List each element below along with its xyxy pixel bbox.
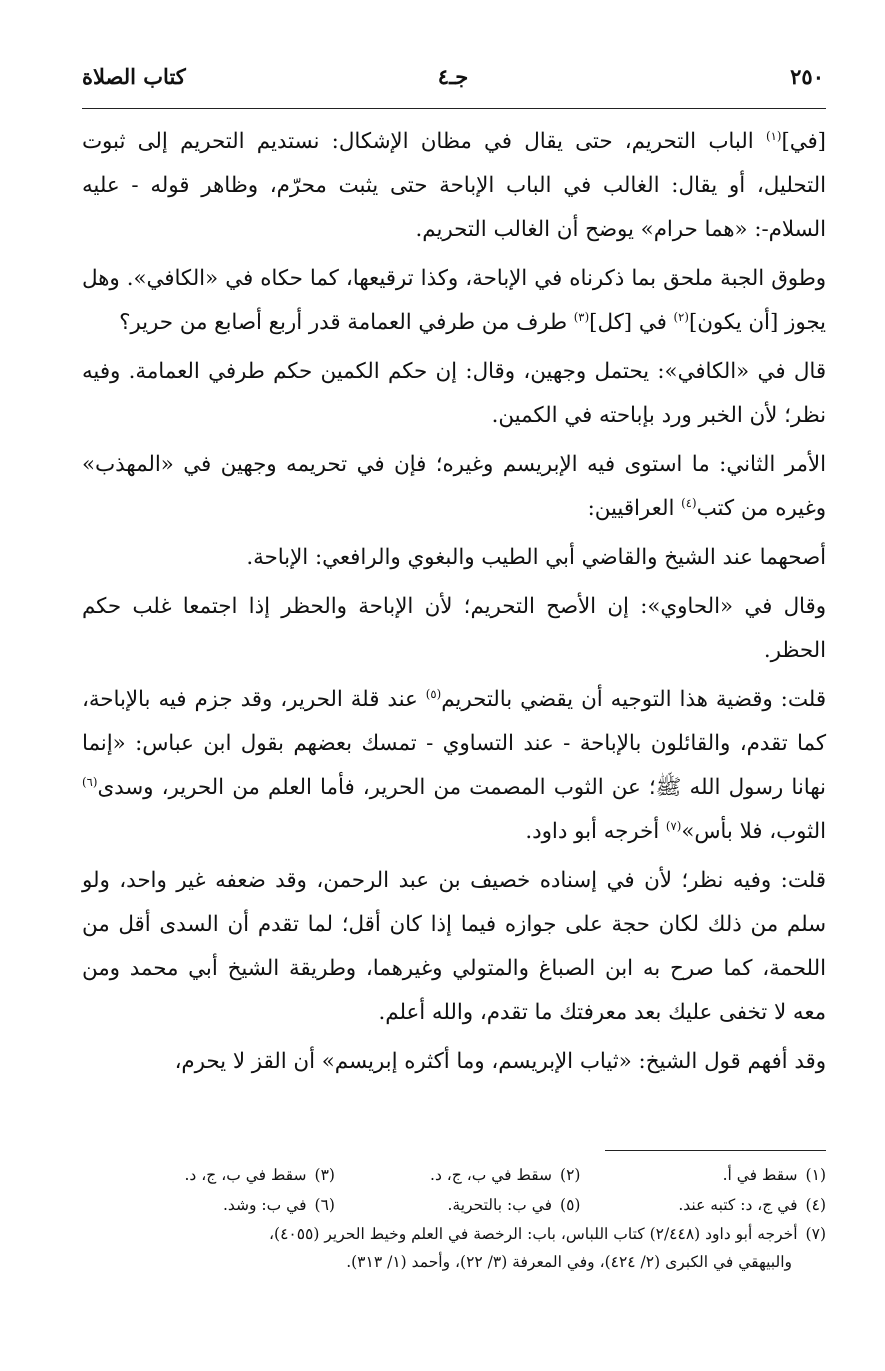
- book-title: كتاب الصلاة: [82, 64, 186, 89]
- footnote-text: في ج، د: كتبه عند.: [678, 1196, 798, 1214]
- footnote: [335, 1190, 581, 1220]
- footnote-number: (٧): [805, 1225, 826, 1243]
- footnote-number: (٥): [560, 1196, 581, 1214]
- body-paragraph: [82, 536, 826, 580]
- footnote: [89, 1190, 335, 1220]
- footnote: [580, 1160, 826, 1190]
- paragraph-text: أخرجه أبو داود.: [525, 819, 666, 844]
- footnote-text: في ب: بالتحرية.: [447, 1196, 553, 1214]
- footnote: [580, 1190, 826, 1220]
- paragraph-text: الباب التحريم، حتى يقال في مظان الإشكال: نستديم التحريم إلى ثبوت التحليل، أو يقال: الغالب في الباب الإباحة حتى يثبت محرّم، وظاهر قوله - عليه السلام-: «هما حرام» يوضح أن الغالب التحريم.: [82, 129, 826, 242]
- body-paragraph: [82, 585, 826, 673]
- footnote-text: في ب: وشد.: [222, 1196, 307, 1214]
- footnote: [335, 1160, 581, 1190]
- paragraph-text: في [كل]: [589, 310, 674, 335]
- footnote-marker: (٧): [665, 818, 682, 833]
- footnote: [82, 1220, 826, 1276]
- footnote-row: [82, 1160, 826, 1190]
- paragraph-text: وقال في «الحاوي»: إن الأصح التحريم؛ لأن الإباحة والحظر إذا اجتمعا غلب حكم الحظر.: [82, 594, 826, 663]
- paragraph-text: [في]: [781, 129, 826, 154]
- footnote-row: [82, 1190, 826, 1220]
- footnote: [89, 1160, 335, 1190]
- footnote-marker: (١): [765, 128, 782, 143]
- footnote-number: (١): [805, 1166, 826, 1184]
- paragraph-text: أصحهما عند الشيخ والقاضي أبي الطيب والبغوي والرافعي: الإباحة.: [246, 545, 826, 570]
- footnote-text-continued: والبيهقي في الكبرى (٢/ ٤٢٤)، وفي المعرفة (٣/ ٢٢)، وأحمد (١/ ٣١٣).: [346, 1253, 792, 1271]
- footnote-divider: [605, 1150, 826, 1151]
- footnote-text: سقط في أ.: [722, 1166, 798, 1184]
- footnote-number: (٢): [560, 1166, 581, 1184]
- paragraph-text: وقد أفهم قول الشيخ: «ثياب الإبريسم، وما أكثره إبريسم» أن القز لا يحرم،: [174, 1049, 826, 1074]
- footnote-marker: (٦): [82, 774, 98, 789]
- body-paragraph: [82, 1040, 826, 1084]
- footnote-text: سقط في ب، ج، د.: [184, 1166, 307, 1184]
- footnote-marker: (٥): [425, 686, 442, 701]
- footnote-number: (٦): [314, 1196, 335, 1214]
- volume-number: جـ٤: [437, 64, 469, 89]
- footnote-marker: (٤): [681, 495, 697, 510]
- running-header: [82, 60, 824, 100]
- header-divider: [82, 108, 826, 109]
- paragraph-text: العراقيين:: [587, 496, 682, 521]
- paragraph-text: عند قلة الحرير، وقد جزم فيه بالإباحة، كما تقدم، والقائلون بالإباحة - عند التساوي - تمسك بعضهم بقول ابن عباس: «إنما نهانا رسول الله ﷺ؛ عن الثوب المصمت من الحرير، فأما العلم من الحرير، وسدى: [82, 687, 826, 800]
- paragraph-text: الأمر الثاني: ما استوى فيه الإبريسم وغيره؛ فإن في تحريمه وجهين في «المهذب» وغيره من كتب: [82, 452, 826, 521]
- main-text: [82, 120, 826, 1089]
- paragraph-text: قلت: وقضية هذا التوجيه أن يقضي بالتحريم: [441, 687, 827, 712]
- body-paragraph: [82, 859, 826, 1035]
- paragraph-text: قلت: وفيه نظر؛ لأن في إسناده خصيف بن عبد الرحمن، وقد ضعفه غير واحد، ولو سلم من ذلك لكان حجة على جوازه فيما إذا كان أقل؛ لما تقدم أن السدى أقل من اللحمة، كما صرح به ابن الصباغ والمتولي وغيرهما، وطريقة الشيخ أبي محمد ومن معه لا تخفى عليك بعد معرفتك ما تقدم، والله أعلم.: [82, 868, 826, 1025]
- paragraph-text: قال في «الكافي»: يحتمل وجهين، وقال: إن حكم الكمين حكم طرفي العمامة. وفيه نظر؛ لأن الخبر ورد بإباحته في الكمين.: [82, 359, 826, 428]
- footnotes: [82, 1160, 826, 1276]
- body-paragraph: [82, 120, 826, 252]
- body-paragraph: [82, 350, 826, 438]
- paragraph-text: الثوب، فلا بأس»: [681, 819, 826, 844]
- footnote-number: (٤): [805, 1196, 826, 1214]
- footnote-text: سقط في ب، ج، د.: [430, 1166, 553, 1184]
- footnote-text: أخرجه أبو داود (٢/٤٤٨) كتاب اللباس، باب: الرخصة في العلم وخيط الحرير (٤٠٥٥)،: [269, 1225, 798, 1243]
- body-paragraph: [82, 257, 826, 345]
- page-number: ٢٥٠: [790, 64, 824, 89]
- footnote-marker: (٣): [573, 309, 590, 324]
- paragraph-text: وطوق الجبة ملحق بما ذكرناه في الإباحة، وكذا ترقيعها، كما حكاه في «الكافي». وهل يجوز [أن يكون]: [82, 266, 826, 335]
- body-paragraph: [82, 678, 826, 854]
- paragraph-text: طرف من طرفي العمامة قدر أربع أصابع من حرير؟: [119, 310, 574, 335]
- footnote-marker: (٢): [673, 309, 689, 324]
- body-paragraph: [82, 443, 826, 531]
- footnote-number: (٣): [314, 1166, 335, 1184]
